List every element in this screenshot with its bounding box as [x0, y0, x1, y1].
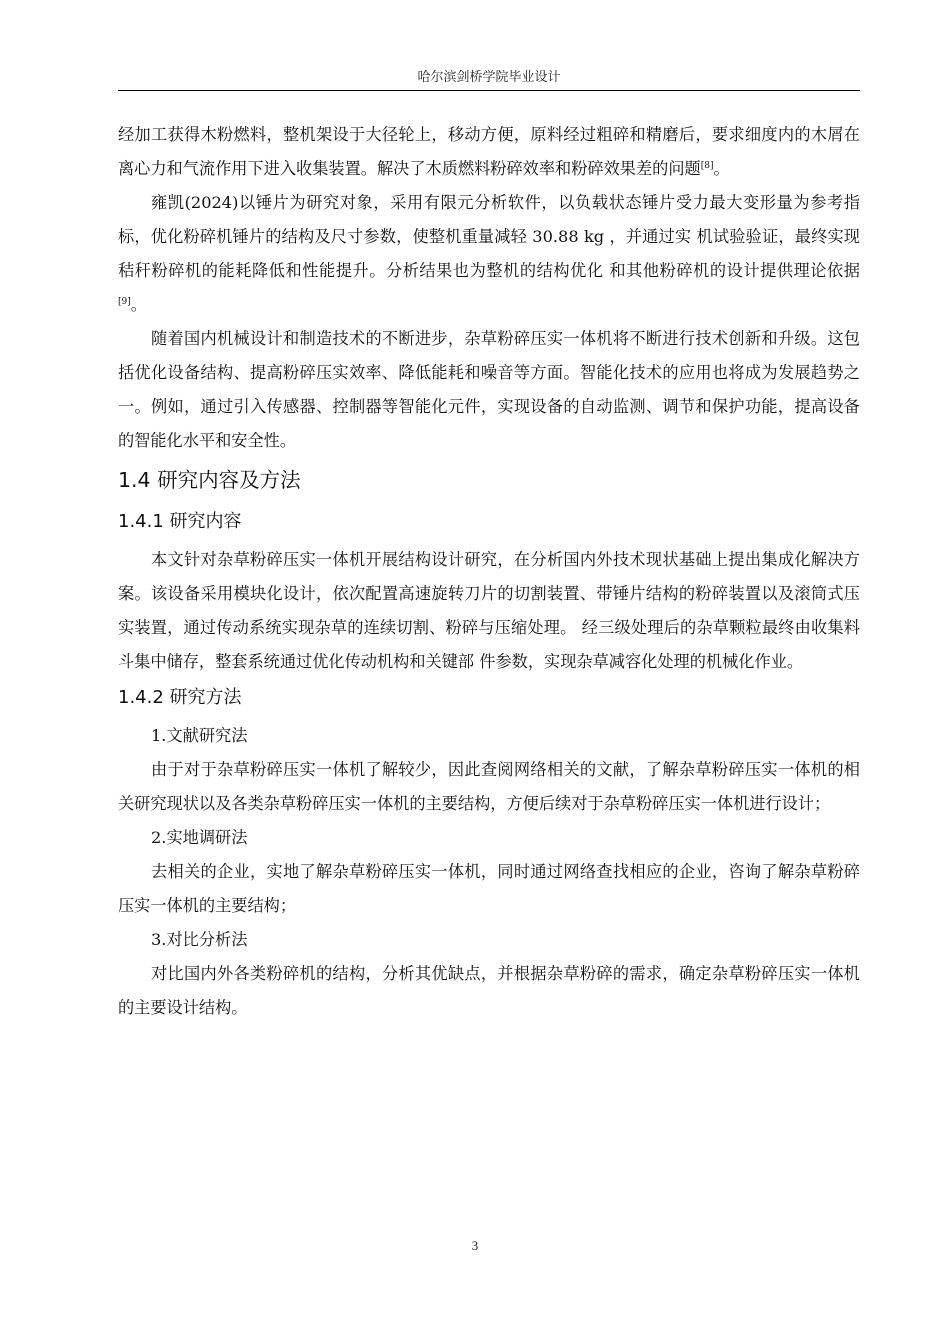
header-rule — [118, 90, 860, 91]
paragraph: 由于对于杂草粉碎压实一体机了解较少，因此查阅网络相关的文献，了解杂草粉碎压实一体机的相关研究现状以及各类杂草粉碎压实一体机的主要结构，方便后续对于杂草粉碎压实一体机进行设计； — [118, 760, 860, 813]
paragraph-text: 雍凯(2024)以锤片为研究对象，采用有限元分析软件，以负载状态锤片受力最大变形量为参考指标，优化粉碎机锤片的结构及尺寸参数，使整机重量减轻 30.88 kg ，并通过实 机试验验证，最终实现秸秆粉碎机的能耗降低和性能提升。分析结果也为整机的结构优化 和其他粉碎机的设计提供理论依据 — [118, 193, 860, 280]
method-label: 1.文献研究法 — [151, 726, 248, 745]
paragraph-end: 。 — [130, 295, 147, 314]
page-number: 3 — [471, 1238, 479, 1253]
paragraph-continued — [118, 118, 860, 186]
paragraph-text: 经加工获得木粉燃料，整机架设于大径轮上，移动方便，原料经过粗碎和精磨后，要求细度内的木屑在离心力和气流作用下进入收集装置。解决了木质燃料粉碎效率和粉碎效果差的问题 — [118, 125, 860, 178]
paragraph-end: 。 — [713, 159, 730, 178]
subsection-heading-1-4-1: 1.4.1 研究内容 — [118, 511, 242, 532]
paragraph: 本文针对杂草粉碎压实一体机开展结构设计研究，在分析国内外技术现状基础上提出集成化解决方案。该设备采用模块化设计，依次配置高速旋转刀片的切割装置、带锤片结构的粉碎装置以及滚筒式压实装置，通过传动系统实现杂草的连续切割、粉碎与压缩处理。 经三级处理后的杂草颗粒最终由收集料斗集中储存，整套系统通过优化传动机构和关键部 件参数，实现杂草减容化处理的机械化作业。 — [118, 550, 860, 671]
paragraph: 去相关的企业，实地了解杂草粉碎压实一体机，同时通过网络查找相应的企业，咨询了解杂草粉碎压实一体机的主要结构； — [118, 862, 860, 915]
method-label: 3.对比分析法 — [151, 930, 248, 949]
page-header: 哈尔滨剑桥学院毕业设计 — [417, 70, 561, 85]
citation: [9] — [118, 297, 131, 307]
paragraph — [118, 186, 860, 322]
section-heading-1-4: 1.4 研究内容及方法 — [118, 468, 301, 492]
method-label: 2.实地调研法 — [151, 828, 248, 847]
citation: [8] — [700, 161, 714, 171]
subsection-heading-1-4-2: 1.4.2 研究方法 — [118, 687, 242, 708]
paragraph: 随着国内机械设计和制造技术的不断进步，杂草粉碎压实一体机将不断进行技术创新和升级。这包括优化设备结构、提高粉碎压实效率、降低能耗和噪音等方面。智能化技术的应用也将成为发展趋势之一。例如，通过引入传感器、控制器等智能化元件，实现设备的自动监测、调节和保护功能，提高设备的智能化水平和安全性。 — [118, 329, 860, 450]
document-body — [118, 118, 860, 1025]
paragraph: 对比国内外各类粉碎机的结构，分析其优缺点，并根据杂草粉碎的需求，确定杂草粉碎压实一体机的主要设计结构。 — [118, 964, 860, 1017]
